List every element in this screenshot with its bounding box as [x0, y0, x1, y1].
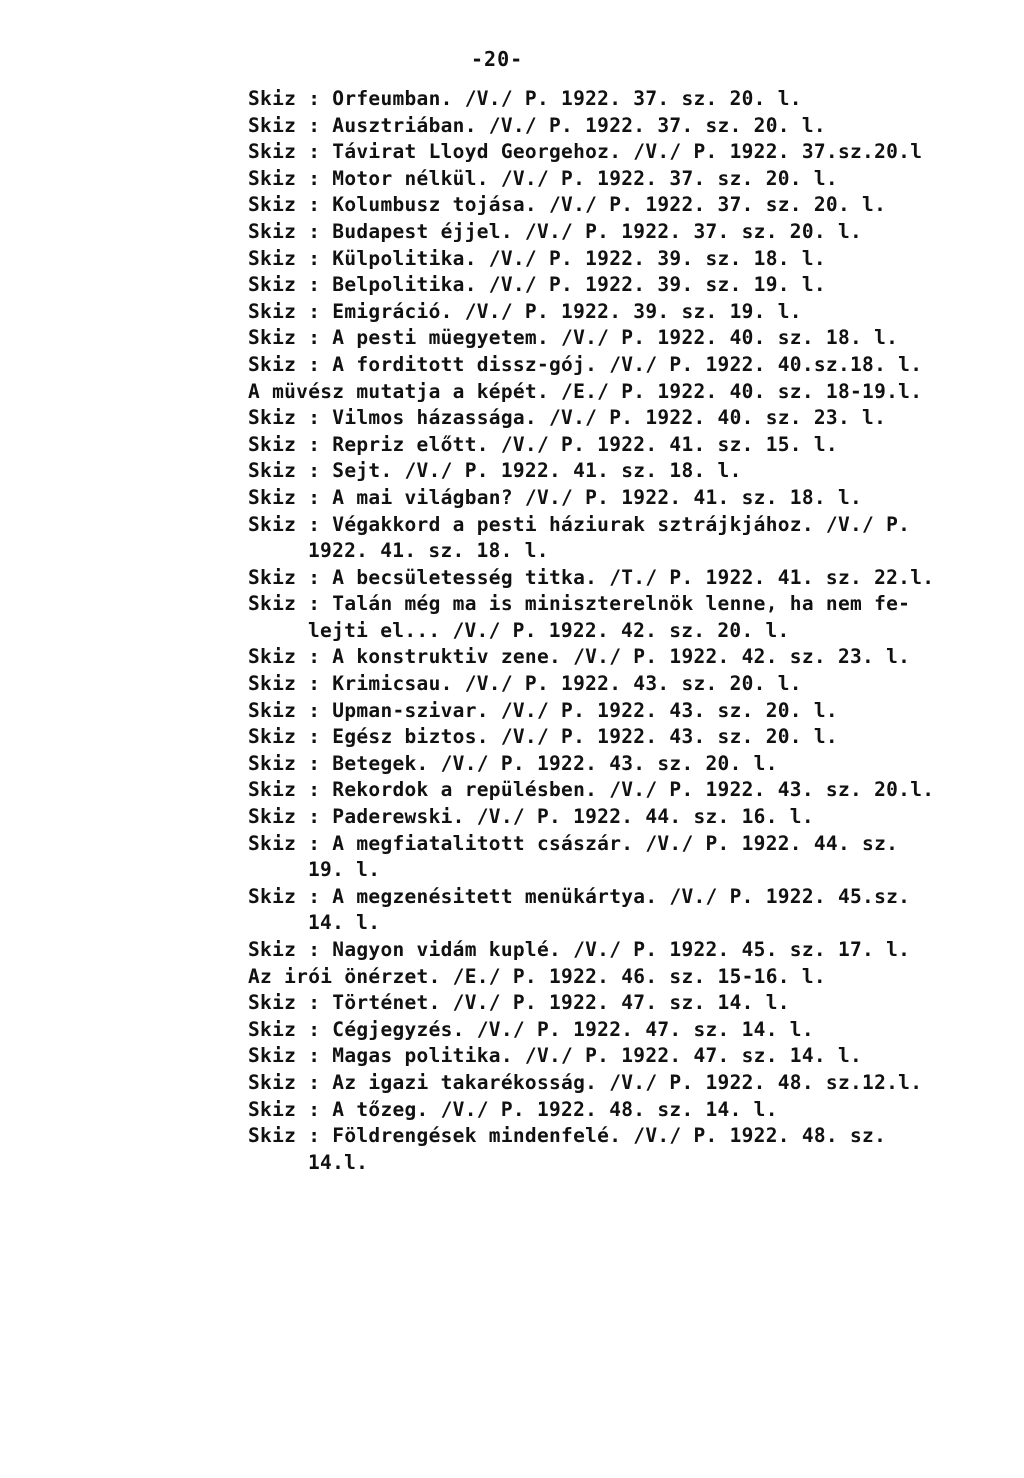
list-item	[248, 591, 988, 644]
list-item: Skiz : Külpolitika. /V./ P. 1922. 39. sz. 18. l.	[248, 246, 826, 270]
list-item: Skiz : Ausztriában. /V./ P. 1922. 37. sz. 20. l.	[248, 113, 826, 137]
list-item: Skiz : Magas politika. /V./ P. 1922. 47. sz. 14. l.	[248, 1044, 863, 1068]
entry-line: Skiz : A megzenésitett menükártya. /V./ P. 1922. 45.sz.	[248, 884, 911, 908]
list-item: Skiz : Betegek. /V./ P. 1922. 43. sz. 20. l.	[248, 751, 778, 775]
list-item	[248, 884, 988, 937]
page-number: -20-	[471, 47, 524, 71]
list-item: Skiz : Nagyon vidám kuplé. /V./ P. 1922. 45. sz. 17. l.	[248, 938, 911, 961]
entry-line: Skiz : A megfiatalitott császár. /V./ P. 1922. 44. sz.	[248, 831, 899, 855]
list-item	[248, 1123, 988, 1176]
list-item: Skiz : A mai világban? /V./ P. 1922. 41. sz. 18. l.	[248, 485, 863, 509]
entry-continuation-line: 14. l.	[308, 911, 381, 935]
list-item	[248, 512, 988, 565]
list-item: Skiz : Paderewski. /V./ P. 1922. 44. sz. 16. l.	[248, 805, 814, 829]
list-item: Skiz : Orfeumban. /V./ P. 1922. 37. sz. 20. l.	[248, 87, 802, 110]
list-item: Skiz : Emigráció. /V./ P. 1922. 39. sz. 19. l.	[248, 299, 802, 323]
list-item: Skiz : Történet. /V./ P. 1922. 47. sz. 14. l.	[248, 991, 790, 1015]
list-item: Skiz : A pesti müegyetem. /V./ P. 1922. 40. sz. 18. l.	[248, 326, 899, 350]
list-item: Skiz : Cégjegyzés. /V./ P. 1922. 47. sz. 14. l.	[248, 1017, 814, 1041]
entry-continuation-line: 1922. 41. sz. 18. l.	[308, 539, 549, 563]
list-item: Skiz : Sejt. /V./ P. 1922. 41. sz. 18. l.	[248, 459, 742, 483]
list-item: Skiz : Repriz előtt. /V./ P. 1922. 41. sz. 15. l.	[248, 432, 838, 456]
list-item: Skiz : A becsületesség titka. /T./ P. 1922. 41. sz. 22.l.	[248, 565, 935, 589]
list-item: Skiz : Távirat Lloyd Georgehoz. /V./ P. 1922. 37.sz.20.l	[248, 140, 923, 164]
list-item	[248, 831, 988, 884]
list-item: Skiz : Vilmos házassága. /V./ P. 1922. 40. sz. 23. l.	[248, 406, 887, 430]
list-item: Skiz : Budapest éjjel. /V./ P. 1922. 37. sz. 20. l.	[248, 219, 863, 243]
list-item: Skiz : Motor nélkül. /V./ P. 1922. 37. sz. 20. l.	[248, 166, 838, 190]
list-item: Skiz : Az igazi takarékosság. /V./ P. 1922. 48. sz.12.l.	[248, 1070, 923, 1094]
entry-continuation-line: 19. l.	[308, 858, 381, 882]
list-item: A müvész mutatja a képét. /E./ P. 1922. 40. sz. 18-19.l.	[248, 379, 923, 403]
list-item: Skiz : Kolumbusz tojása. /V./ P. 1922. 37. sz. 20. l.	[248, 193, 887, 217]
entry-continuation-line: lejti el... /V./ P. 1922. 42. sz. 20. l.	[308, 618, 790, 642]
entry-line: Skiz : Földrengések mindenfelé. /V./ P. 1922. 48. sz.	[248, 1124, 887, 1148]
entry-line: Skiz : Végakkord a pesti háziurak sztrájkjához. /V./ P.	[248, 512, 911, 536]
list-item: Skiz : Upman-szivar. /V./ P. 1922. 43. sz. 20. l.	[248, 698, 838, 722]
list-item: Skiz : A konstruktiv zene. /V./ P. 1922. 42. sz. 23. l.	[248, 645, 911, 669]
list-item: Skiz : A forditott dissz-gój. /V./ P. 1922. 40.sz.18. l.	[248, 352, 923, 376]
entry-line: Skiz : Talán még ma is miniszterelnök lenne, ha nem fe-	[248, 592, 911, 616]
list-item: Az irói önérzet. /E./ P. 1922. 46. sz. 15-16. l.	[248, 964, 826, 988]
list-item: Skiz : Belpolitika. /V./ P. 1922. 39. sz. 19. l.	[248, 273, 826, 297]
list-item: Skiz : A tőzeg. /V./ P. 1922. 48. sz. 14. l.	[248, 1097, 778, 1121]
bibliography-list	[248, 86, 988, 1176]
list-item: Skiz : Rekordok a repülésben. /V./ P. 1922. 43. sz. 20.l.	[248, 778, 935, 802]
list-item: Skiz : Krimicsau. /V./ P. 1922. 43. sz. 20. l.	[248, 672, 802, 696]
list-item: Skiz : Egész biztos. /V./ P. 1922. 43. sz. 20. l.	[248, 725, 838, 749]
entry-continuation-line: 14.l.	[308, 1150, 369, 1174]
